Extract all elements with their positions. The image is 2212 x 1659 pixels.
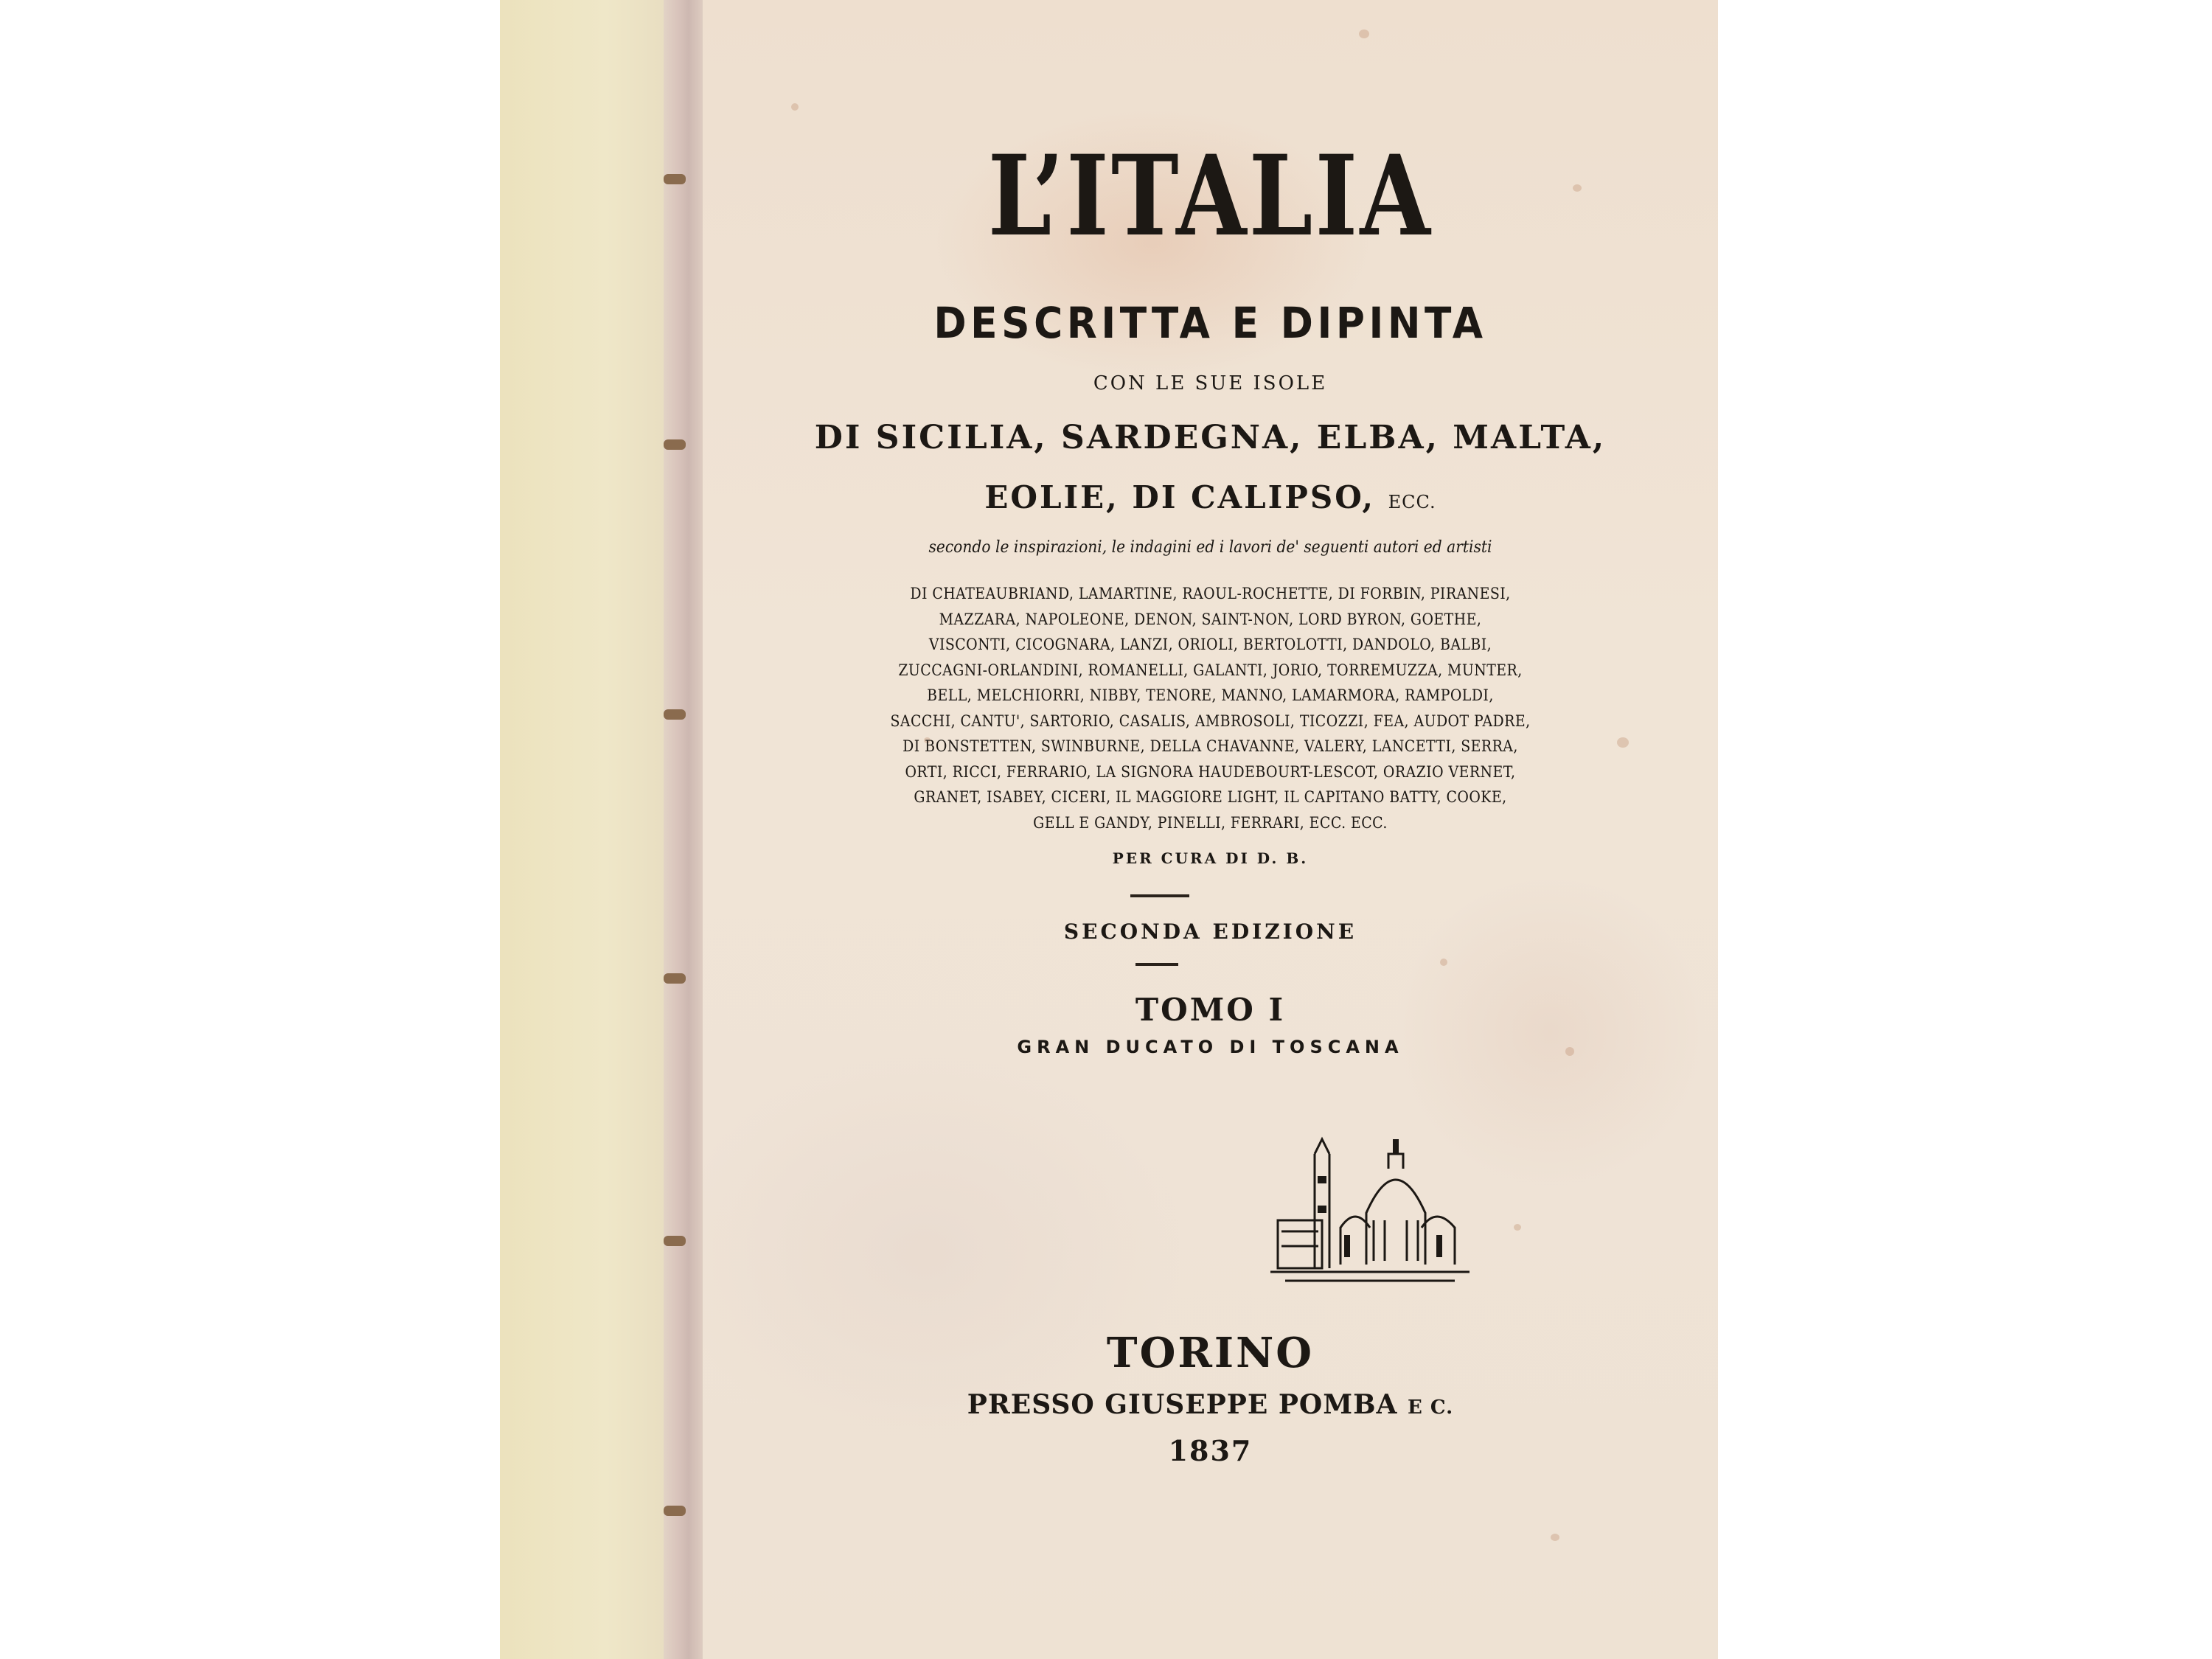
- islands-line-2: [703, 479, 1718, 515]
- authors-line: ZUCCAGNI-ORLANDINI, ROMANELLI, GALANTI, JORIO, TORREMUZZA, MUNTER,: [898, 661, 1523, 679]
- authors-list: [754, 581, 1667, 835]
- edition-label: SECONDA EDIZIONE: [1063, 919, 1357, 944]
- authors-line: MAZZARA, NAPOLEONE, DENON, SAINT-NON, LORD BYRON, GOETHE,: [939, 610, 1482, 628]
- authors-intro: secondo le inspirazioni, le indagini ed i lavori de' seguenti autori ed artisti: [928, 538, 1492, 557]
- facing-blank-leaf: [500, 0, 677, 1659]
- publisher-name: PRESSO GIUSEPPE POMBA: [967, 1389, 1398, 1420]
- publisher-line: [703, 1389, 1718, 1420]
- authors-line: ORTI, RICCI, FERRARIO, LA SIGNORA HAUDEBOURT-LESCOT, ORAZIO VERNET,: [905, 762, 1516, 781]
- binding-stitch: [664, 439, 686, 450]
- publisher-suffix: E C.: [1408, 1397, 1454, 1419]
- book-subtitle: DESCRITTA E DIPINTA: [933, 298, 1487, 348]
- binding-stitch: [664, 709, 686, 720]
- authors-line: BELL, MELCHIORRI, NIBBY, TENORE, MANNO, LAMARMORA, RAMPOLDI,: [927, 686, 1494, 704]
- title-page: [703, 0, 1718, 1659]
- foxing-spot: [791, 103, 799, 111]
- editor-credit: PER CURA DI D. B.: [1112, 849, 1309, 867]
- islands-line-2-suffix: ECC.: [1388, 492, 1436, 512]
- divider-rule: [1135, 963, 1178, 966]
- publication-city: TORINO: [1106, 1329, 1315, 1377]
- islands-line-2-text: EOLIE, DI CALIPSO,: [984, 479, 1375, 515]
- authors-line: DI BONSTETTEN, SWINBURNE, DELLA CHAVANNE, VALERY, LANCETTI, SERRA,: [902, 737, 1518, 755]
- binding-stitch: [664, 1236, 686, 1246]
- foxing-spot: [1551, 1534, 1559, 1541]
- florence-cathedral-vignette: [1270, 1110, 1470, 1287]
- book-photo: [500, 0, 1718, 1659]
- divider-rule: [1130, 894, 1189, 897]
- volume-subtitle: GRAN DUCATO DI TOSCANA: [1017, 1037, 1404, 1057]
- authors-line: SACCHI, CANTU', SARTORIO, CASALIS, AMBROSOLI, TICOZZI, FEA, AUDOT PADRE,: [890, 712, 1531, 730]
- publication-year: 1837: [1168, 1434, 1253, 1467]
- foxing-spot: [1359, 29, 1369, 38]
- islands-line-1: DI SICILIA, SARDEGNA, ELBA, MALTA,: [814, 419, 1607, 456]
- book-title: L’ITALIA: [987, 131, 1433, 261]
- binding-stitch: [664, 973, 686, 984]
- binding-stitch: [664, 1506, 686, 1516]
- foxing-spot: [1440, 959, 1447, 966]
- binding-stitch: [664, 174, 686, 184]
- authors-line: DI CHATEAUBRIAND, LAMARTINE, RAOUL-ROCHETTE, DI FORBIN, PIRANESI,: [910, 585, 1511, 602]
- authors-line: GELL E GANDY, PINELLI, FERRARI, ECC. ECC.: [1033, 813, 1388, 832]
- volume-label: TOMO I: [1135, 992, 1286, 1028]
- subtitle-isole: CON LE SUE ISOLE: [1093, 372, 1328, 394]
- foxing-spot: [1514, 1224, 1521, 1231]
- authors-line: VISCONTI, CICOGNARA, LANZI, ORIOLI, BERTOLOTTI, DANDOLO, BALBI,: [928, 636, 1492, 653]
- authors-line: GRANET, ISABEY, CICERI, IL MAGGIORE LIGHT, IL CAPITANO BATTY, COOKE,: [914, 788, 1507, 806]
